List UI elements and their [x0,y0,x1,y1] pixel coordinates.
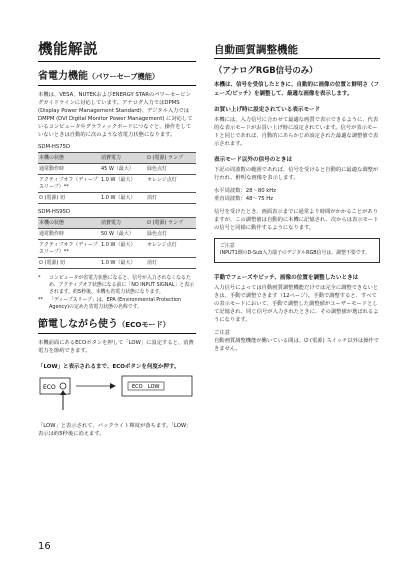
table-row [38,229,196,240]
manual-adjust-body: 入力信号によっては自動画質調整機能だけでは完全に調整できないときは、手動で調整できます（12ページ）。手動で調整すると、すべての表示モードにおいて、手動で調整した調整値がユーザーモードとして記憶され、同じ信号が入力されたときに、その調整値が選ばれるようになります。 [214,284,379,323]
flow-arrow-head-icon [110,383,116,389]
table-cell: ⏻ (電源) 切 [38,258,100,269]
table-cell: 緑色点灯 [146,229,196,240]
header-lamp: ⏻ (電源) ランプ [146,153,196,164]
table-row [38,175,196,193]
right-column [214,42,380,358]
power-table-1 [38,152,196,204]
eco-body: 本機前面にあるECOボタンを押して「LOW」に設定すると、消費電力を節約できます。 [38,340,194,355]
table-cell: 通常動作時 [38,229,100,240]
table-cell: 1.0 W（最大） [100,175,146,193]
note-label: ご注意 [220,243,235,250]
footnote-1 [38,275,196,297]
vertical-frequency: 垂直周波数：48〜75 Hz [214,196,274,203]
manual-adjust-title: 手動でフェーズやピッチ、画像の位置を調整したいときは [214,274,359,281]
model-label-1: SDM-HS75D [38,144,71,150]
table-cell: 1.0 W（最大） [100,258,146,269]
header-state: 本機の状態 [38,218,100,229]
note-text: INPUT1側のD-Sub入力端子のデジタルRGB信号は、調整不要です。 [220,250,371,257]
table-row [38,193,196,204]
footnote-mark: ** [38,296,43,303]
table-cell: 1.0 W（最大） [100,193,146,204]
eco-illustration [38,374,196,414]
table-cell: 消灯 [146,193,196,204]
eco-button-icon [60,383,66,389]
eco-button-label: ECO [43,384,56,392]
preset-mode-body: 本機には、入力信号に合わせて最適な画質で表示できるように、代表的な表示モードがお買い上げ時に設定されています。信号が表示モードと同じであれば、自動的にあらかじめ設定された最適な調整値で表示されます。 [214,117,379,148]
footnote-text: コンピュータが省電力状態になると、信号が入力されなくなるため、アクティブオフ状態になる前に「NO INPUT SIGNAL」と表示されます。約5秒後、本機も省電力状態になります。 [49,275,195,296]
note-text-2: 自動画質調整機能が働いている間は、⏻ (電源) スイッチ以外は操作できません。 [214,337,380,352]
power-save-heading-main: 省電力機能 [38,71,88,82]
power-save-heading [38,71,196,86]
power-save-body: 本機は、VESA、NUTEKおよびENERGY STARのパワーセービングガイドラインに対応しています。アナログ入力ではDPMS (Display Power Management Standard)、デジタル入力ではDMPM (DVI Digital Monitor Power Management) に対応しているコンピュータやグラフィックボードにつなぐと、操作をしていないときは自動的に次のような省電力状態になります。 [38,92,193,138]
table-cell: オレンジ点灯 [146,175,196,193]
table-row [38,164,196,175]
osd-eco-label: ECO [132,384,143,391]
header-lamp: ⏻ (電源) ランプ [146,218,196,229]
header-power: 消費電力 [100,218,146,229]
footnote-mark: * [38,275,41,281]
eco-heading [38,319,196,334]
eco-after-text: 「LOW」と表示されて、バックライト輝度が落ちます。「LOW」表示は約5秒後に消えます。 [38,423,192,438]
auto-adjust-heading-main: 自動画質調整機能 [214,44,298,56]
eco-heading-main: 節電しながら使う [38,319,118,331]
table-cell: 45 W（最大） [100,164,146,175]
eco-heading-sub: （ECOモード） [118,320,170,330]
table-cell: オレンジ点灯 [146,240,196,258]
left-column [38,42,196,443]
power-save-heading-sub: （パワーセーブ機能） [88,72,160,81]
table-cell: アクティブオフ（ディープスリープ）** [38,175,100,193]
table-cell: 通常動作時 [38,164,100,175]
table-header-row [38,153,196,164]
other-signal-title: 表示モード以外の信号のときは [214,157,293,164]
power-notes [38,275,196,311]
auto-adjust-heading [214,44,380,59]
table-cell: 消灯 [146,258,196,269]
table-row [38,258,196,269]
auto-adjust-lead: 本機は、信号を受信したときに、自動的に画像の位置と鮮明さ（フェーズ/ピッチ）を調整して、最適な画像を表示します。 [214,82,380,97]
model-label-2: SDM-HS95D [38,209,71,215]
header-power: 消費電力 [100,153,146,164]
horizontal-frequency: 水平周波数：28〜80 kHz [214,188,277,195]
preset-mode-title: お買い上げ時に設定されている表示モード [214,107,321,114]
auto-adjust-subheading: （アナログRGB信号のみ） [214,65,318,75]
section-title: 機能解説 [38,42,196,62]
page-number: 16 [38,541,51,552]
footnote-2 [38,297,196,311]
table-cell: 1.0 W（最大） [100,240,146,258]
table-cell: 50 W（最大） [100,229,146,240]
table-cell: ⏻ (電源) 切 [38,193,100,204]
footnote-text: 「ディープスリープ」は、EPA (Environmental Protection Agency)の定めた省電力状態の名称です。 [49,296,182,310]
note-label-2: ご注意 [214,329,230,336]
eco-diagram [38,374,196,414]
power-table-2 [38,217,196,269]
osd-value: LOW [148,384,160,391]
other-signal-body: 下記の周波数の範囲であれば、信号を受けると自動的に最適な調整が行われ、鮮明な画像を表示します。 [214,167,379,182]
table-cell: 緑色点灯 [146,164,196,175]
other-signal-body-2: 信号を受けたとき、画面表示までに通常より時間がかかることがありますが、この調整値は自動的に本機に記憶され、次からは表示モードの信号と同様に動作するようになります。 [214,209,379,232]
note-box [214,238,380,262]
table-row [38,240,196,258]
eco-caption: 「LOW」と表示されるまで、ECOボタンを何度か押す。 [38,364,180,371]
table-header-row [38,218,196,229]
header-state: 本機の状態 [38,153,100,164]
table-cell: アクティブオフ（ディープスリープ）** [38,240,100,258]
